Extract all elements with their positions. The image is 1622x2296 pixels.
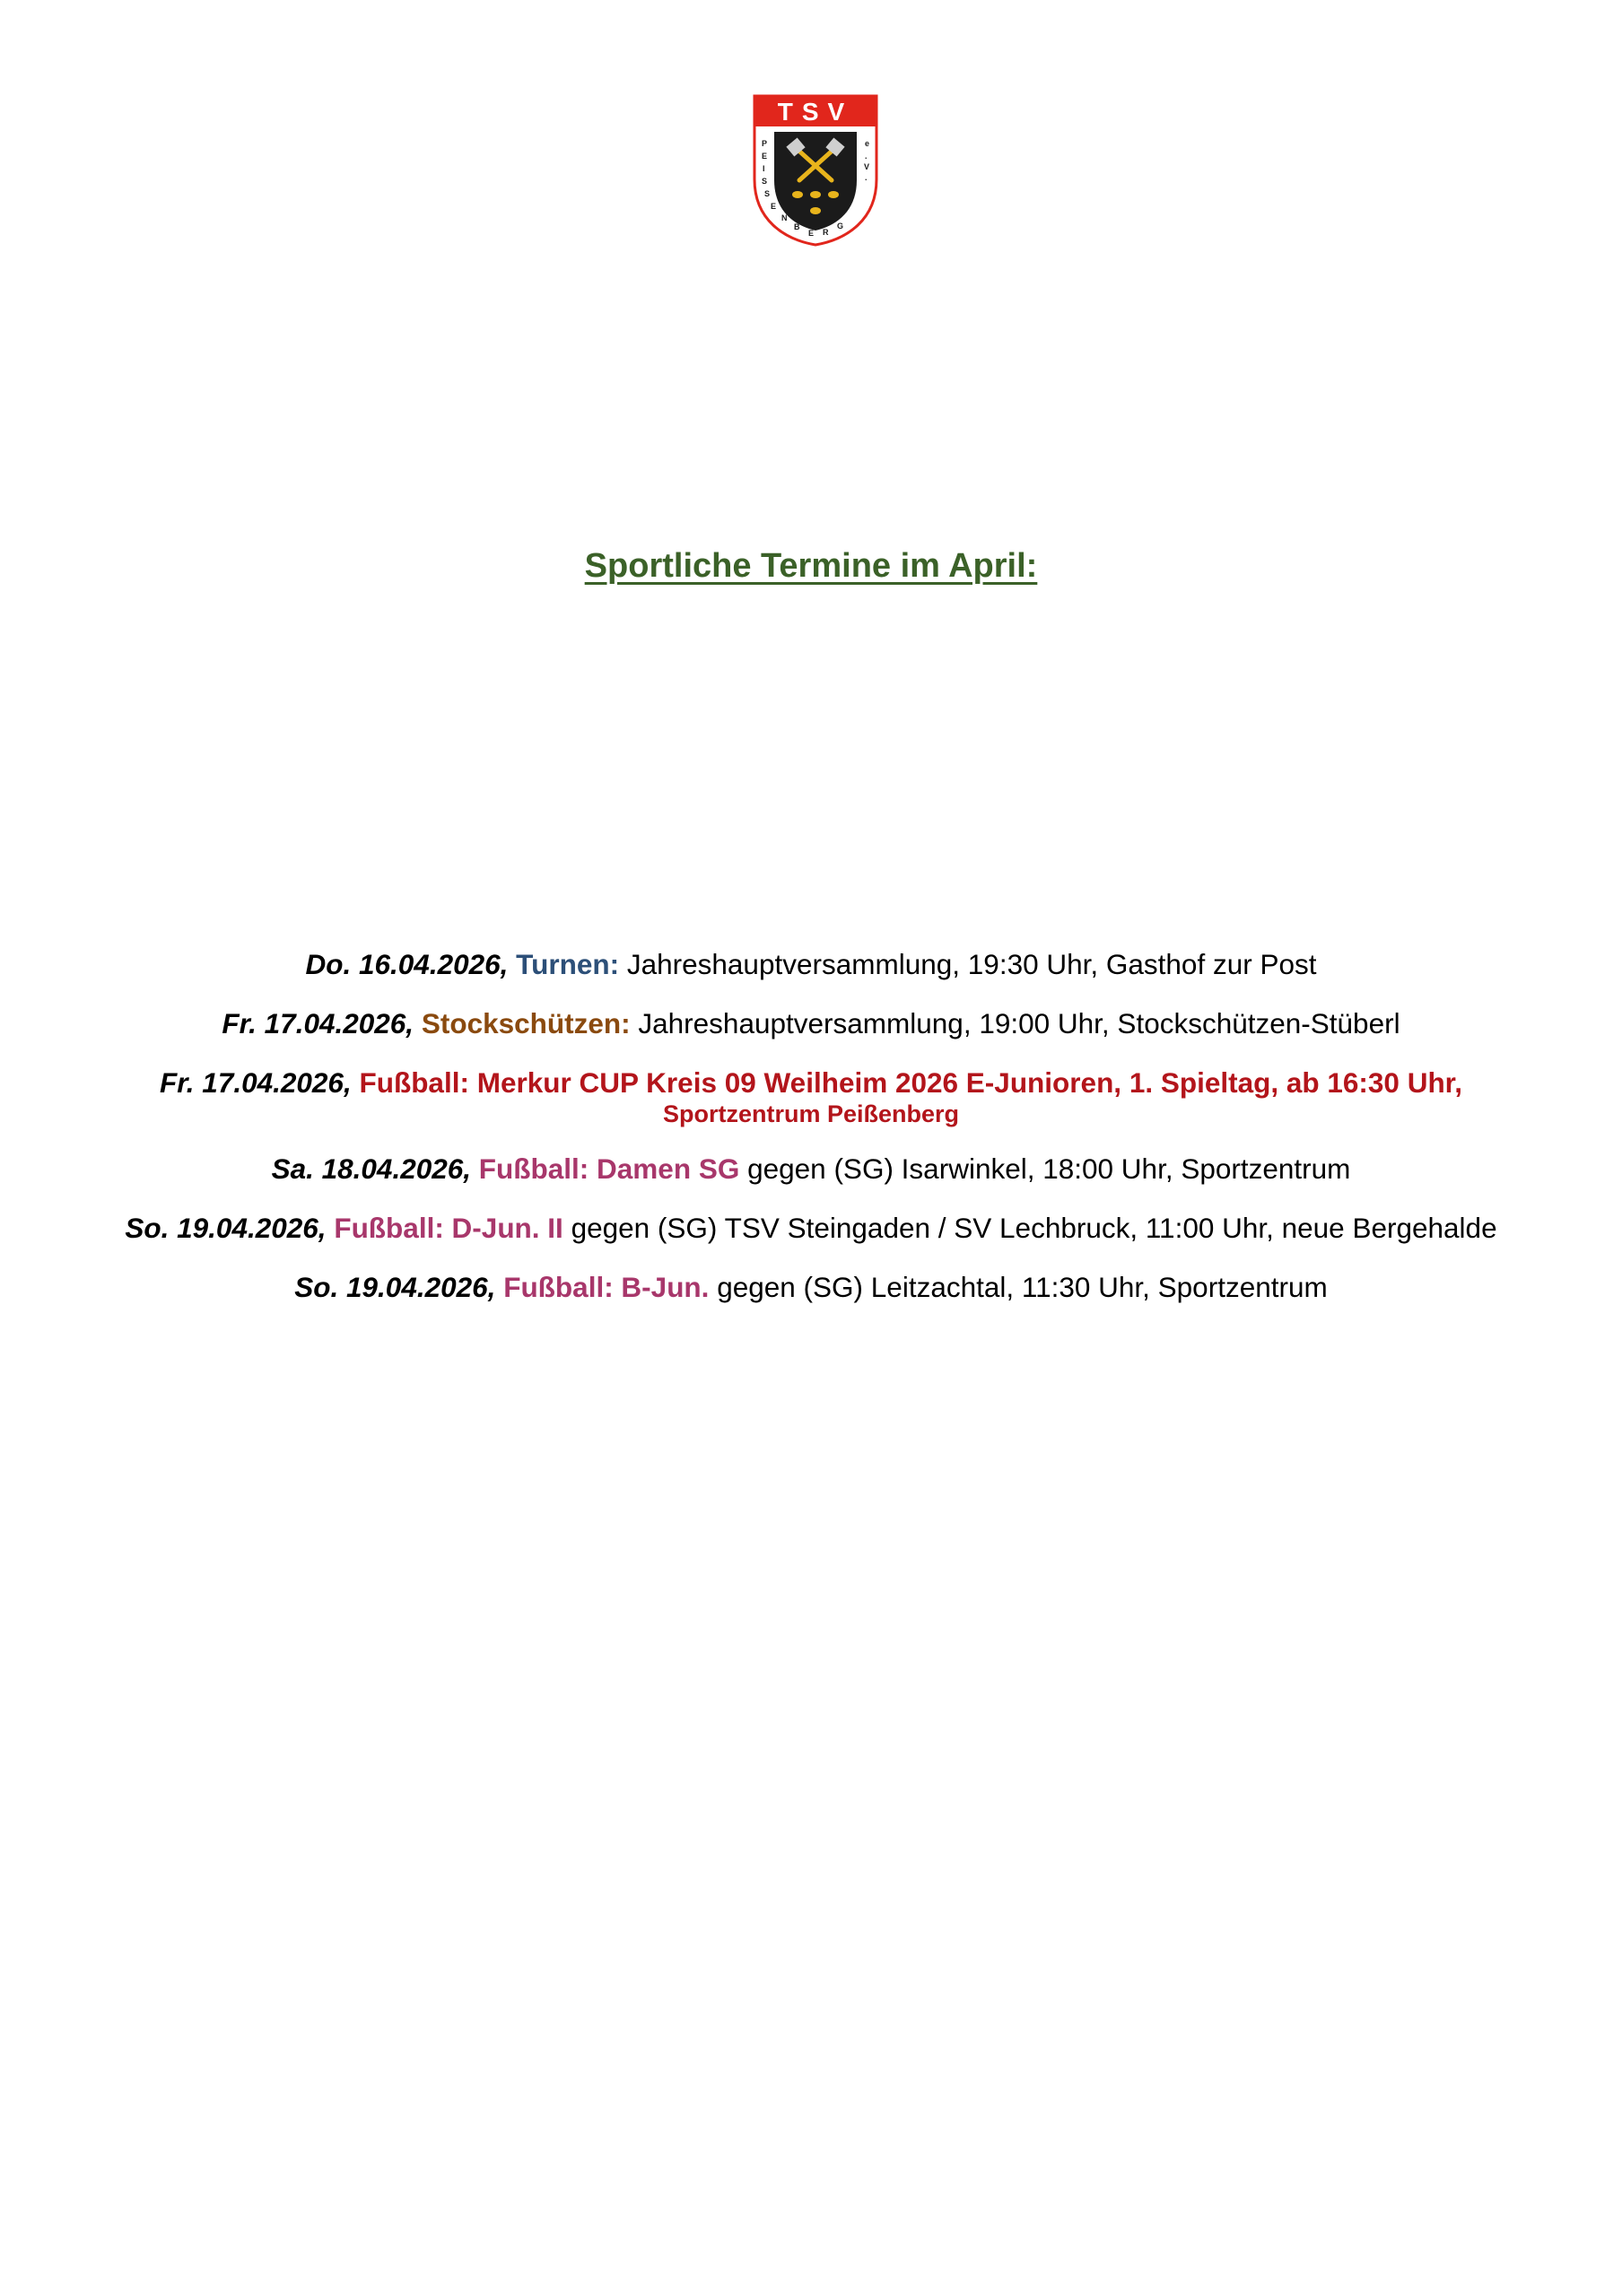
svg-text:V: V: [864, 162, 870, 171]
svg-text:B: B: [794, 222, 800, 231]
list-item: [0, 1005, 1622, 1041]
event-date: Fr. 17.04.2026,: [222, 1007, 414, 1039]
svg-text:S: S: [762, 177, 768, 186]
svg-text:E: E: [771, 202, 777, 211]
svg-text:E: E: [762, 152, 768, 161]
svg-text:.: .: [865, 152, 868, 161]
svg-text:G: G: [837, 222, 844, 230]
page-title: Sportliche Termine im April:: [584, 547, 1038, 585]
svg-text:N: N: [781, 213, 788, 222]
tsv-crest-icon: [753, 94, 878, 247]
event-list: [0, 946, 1622, 1328]
event-category: Fußball: Merkur CUP Kreis 09 Weilheim 2026 E-Junioren, 1. Spieltag, ab 16:30 Uhr,: [359, 1066, 1462, 1099]
event-date: Fr. 17.04.2026,: [160, 1066, 352, 1099]
event-date: So. 19.04.2026,: [125, 1212, 327, 1244]
svg-text:I: I: [763, 164, 765, 173]
event-category: Fußball: B-Jun.: [503, 1271, 710, 1303]
event-description: gegen (SG) Isarwinkel, 18:00 Uhr, Sportzentrum: [747, 1152, 1351, 1185]
event-category: Fußball: Damen SG: [478, 1152, 740, 1185]
svg-text:.: .: [865, 173, 868, 182]
svg-text:E: E: [808, 229, 815, 238]
event-description: Jahreshauptversammlung, 19:00 Uhr, Stockschützen-Stüberl: [638, 1007, 1400, 1039]
svg-text:S: S: [764, 189, 771, 198]
event-description: gegen (SG) Leitzachtal, 11:30 Uhr, Sportzentrum: [717, 1271, 1328, 1303]
list-item: [0, 1269, 1622, 1305]
svg-text:P: P: [762, 139, 768, 148]
event-date: Do. 16.04.2026,: [305, 948, 509, 980]
svg-text:e: e: [865, 139, 870, 148]
event-category: Fußball: D-Jun. II: [334, 1212, 563, 1244]
event-date: Sa. 18.04.2026,: [271, 1152, 472, 1185]
event-description: gegen (SG) TSV Steingaden / SV Lechbruck, 11:00 Uhr, neue Bergehalde: [571, 1212, 1497, 1244]
event-description: Jahreshauptversammlung, 19:30 Uhr, Gasthof zur Post: [626, 948, 1317, 980]
club-logo: [753, 94, 878, 247]
list-item: [0, 946, 1622, 982]
event-description: Sportzentrum Peißenberg: [662, 1100, 960, 1127]
svg-text:R: R: [823, 228, 829, 237]
list-item: [0, 1151, 1622, 1187]
event-category: Stockschützen:: [421, 1007, 631, 1039]
list-item: [0, 1065, 1622, 1127]
event-date: So. 19.04.2026,: [294, 1271, 496, 1303]
list-item: [0, 1210, 1622, 1246]
logo-banner-text: TSV: [777, 98, 854, 126]
event-category: Turnen:: [516, 948, 620, 980]
